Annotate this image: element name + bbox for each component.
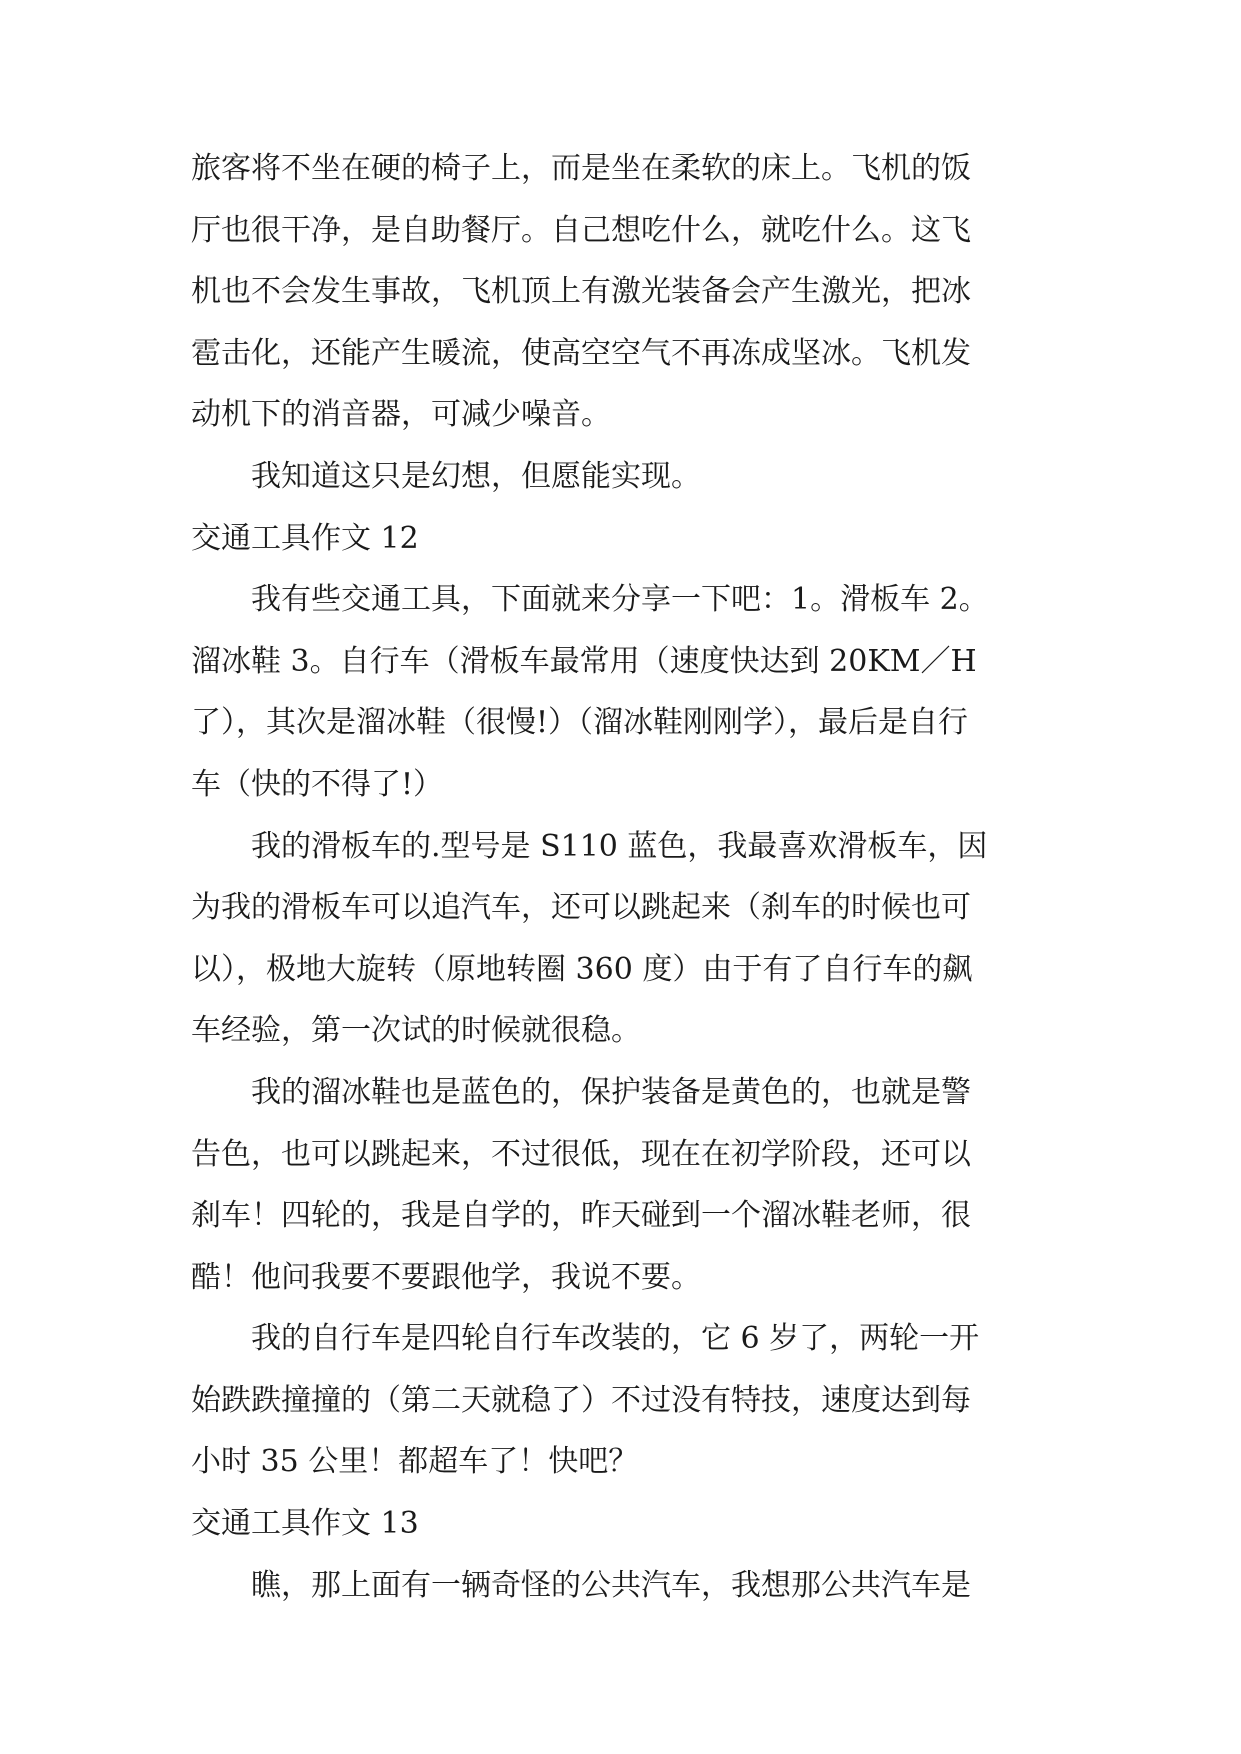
essay-title-12: 交通工具作文 12: [191, 520, 419, 556]
paragraph-vehicles-intro: 我有些交通工具，下面就来分享一下吧：1。滑板车 2。 溜冰鞋 3。自行车（滑板车最常用（速度快达到 20KM／H 了），其次是溜冰鞋（很慢!）（溜冰鞋刚刚学），最后是自行 车（快的不得了!）: [191, 582, 989, 802]
document-body: [191, 138, 1051, 1616]
paragraph-scooter: 我的滑板车的.型号是 S110 蓝色，我最喜欢滑板车，因 为我的滑板车可以追汽车，还可以跳起来（刹车的时候也可 以），极地大旋转（原地转圈 360 度）由于有了自行车的飙 车经验，第一次试的时候就很稳。: [191, 828, 988, 1049]
paragraph-airplane-features: 旅客将不坐在硬的椅子上，而是坐在柔软的床上。飞机的饭 厅也很干净，是自助餐厅。自己想吃什么，就吃什么。这飞 机也不会发生事故，飞机顶上有激光装备会产生激光，把冰 雹击化，还能产生暖流，使高空空气不再冻成坚冰。飞机发 动机下的消音器，可减少噪音。: [191, 151, 971, 433]
paragraph-strange-bus: 瞧，那上面有一辆奇怪的公共汽车，我想那公共汽车是: [191, 1567, 971, 1603]
paragraph-fantasy-wish: 我知道这只是幻想，但愿能实现。: [191, 458, 701, 494]
essay-title-13: 交通工具作文 13: [191, 1506, 419, 1542]
paragraph-roller-skates: 我的溜冰鞋也是蓝色的，保护装备是黄色的，也就是警 告色，也可以跳起来，不过很低，现在在初学阶段，还可以 刹车！四轮的，我是自学的，昨天碰到一个溜冰鞋老师，很 酷！他问我要不要跟他学，我说不要。: [191, 1074, 971, 1295]
paragraph-bicycle: 我的自行车是四轮自行车改装的，它 6 岁了，两轮一开 始跌跌撞撞的（第二天就稳了）不过没有特技，速度达到每 小时 35 公里！都超车了！快吧？: [191, 1321, 980, 1480]
